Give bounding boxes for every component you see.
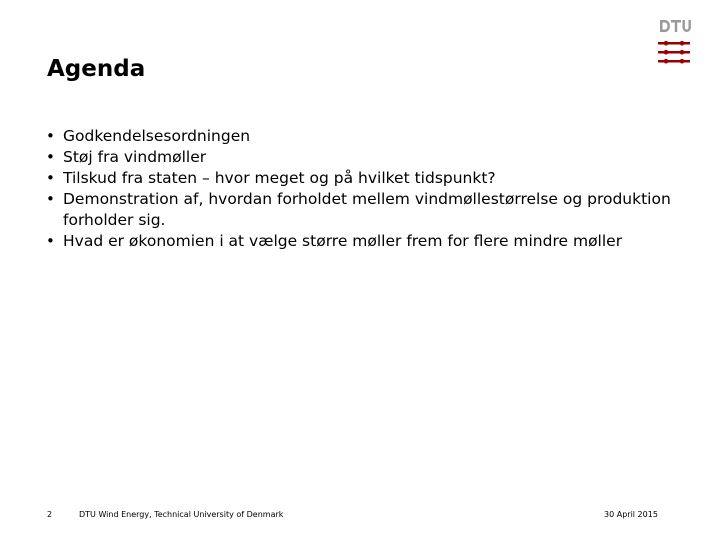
list-item	[46, 231, 686, 252]
list-item	[46, 168, 686, 189]
agenda-list	[46, 126, 686, 252]
dtu-logo-icon	[656, 18, 692, 66]
list-item	[46, 189, 686, 231]
list-item-text: Tilskud fra staten – hvor meget og på hvilket tidspunkt?	[63, 169, 496, 187]
bullet-icon: •	[46, 190, 55, 208]
bullet-icon: •	[46, 232, 55, 250]
bullet-icon: •	[46, 169, 55, 187]
list-item-text: Demonstration af, hvordan forholdet mellem vindmøllestørrelse og produktion forholder sig.	[63, 190, 671, 229]
footer-organization: DTU Wind Energy, Technical University of Denmark	[79, 510, 284, 519]
bullet-icon: •	[46, 148, 55, 166]
slide-title: Agenda	[47, 56, 146, 82]
list-item-text: Godkendelsesordningen	[63, 127, 251, 145]
bullet-icon: •	[46, 127, 55, 145]
list-item-text: Støj fra vindmøller	[63, 148, 207, 166]
list-item	[46, 126, 686, 147]
list-item	[46, 147, 686, 168]
footer-date: 30 April 2015	[604, 510, 658, 519]
page-number: 2	[47, 510, 53, 519]
list-item-text: Hvad er økonomien i at vælge større møller frem for flere mindre møller	[63, 232, 623, 250]
